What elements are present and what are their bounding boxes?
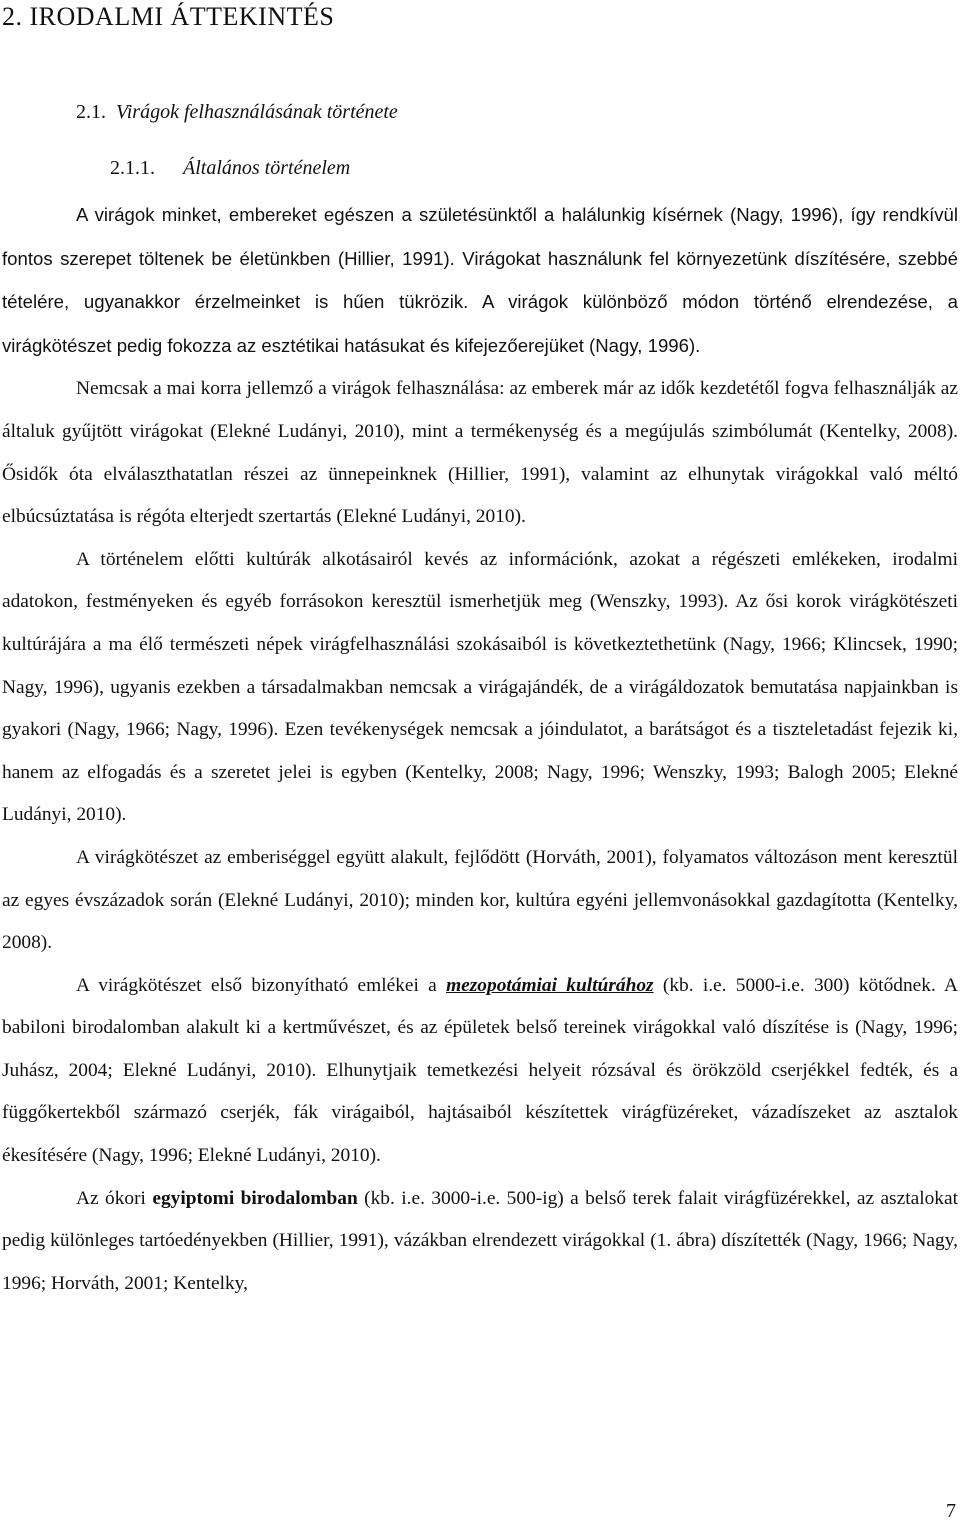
paragraph-5 <box>2 965 958 1178</box>
subsection-number: 2.1.1. <box>110 157 155 179</box>
section-title: Virágok felhasználásának története <box>116 101 398 123</box>
paragraph-1 <box>2 194 958 368</box>
mezopotamia-emphasis: mezopotámiai kultúrához <box>446 974 654 996</box>
paragraph-1-sentence-2: A virágok különböző módon történő elrendezése, a virágkötészet pedig fokozza az esztétikai hatásukat és kifejezőerejüket (Nagy, 1996). <box>2 291 958 356</box>
chapter-heading: 2. IRODALMI ÁTTEKINTÉS <box>2 2 335 31</box>
subsection-heading <box>110 157 350 180</box>
subsection-title: Általános történelem <box>183 157 351 179</box>
paragraph-3: A történelem előtti kultúrák alkotásairól kevés az információnk, azokat a régészeti emlékeken, irodalmi adatokon, festményeken és egyéb forrásokon keresztül ismerhetjük meg (Wenszky, 1993). Az ősi korok virágkötészeti kultúrájára a ma élő természeti népek virágfelhasználási szokásaiból is következtethetünk (Nagy, 1966; Klincsek, 1990; Nagy, 1996), ugyanis ezekben a társadalmakban nemcsak a virágajándék, de a virágáldozatok bemutatása napjainkban is gyakori (Nagy, 1966; Nagy, 1996). Ezen tevékenységek nemcsak a jóindulatot, a barátságot és a tiszteletadást fejezik ki, hanem az elfogadás és a szeretet jelei is egyben (Kentelky, 2008; Nagy, 1996; Wenszky, 1993; Balogh 2005; Elekné Ludányi, 2010). <box>2 548 958 826</box>
section-number: 2.1. <box>76 101 106 123</box>
paragraph-6-lead: Az ókori <box>76 1187 153 1209</box>
section-heading <box>76 101 398 124</box>
egyiptom-emphasis: egyiptomi birodalomban <box>152 1187 358 1209</box>
paragraph-1-sentence-1: A virágok minket, embereket egészen a születésünktől a halálunkig kísérnek (Nagy, 1996), így rendkívül fontos szerepet töltenek be életünkben (Hillier, 1991). Virágokat használunk fel környezetünk díszítésére, szebbé tételére, ugyanakkor érzelmeinket is hűen tükrözik. <box>2 204 958 313</box>
page-number: 7 <box>946 1500 956 1522</box>
paragraph-4: A virágkötészet az emberiséggel együtt alakult, fejlődött (Horváth, 2001), folyamatos változáson ment keresztül az egyes évszázadok során (Elekné Ludányi, 2010); minden kor, kultúra egyéni jellemvonásokkal gazdagította (Kentelky, 2008). <box>2 846 958 954</box>
paragraph-5-rest: (kb. i.e. 5000-i.e. 300) kötődnek. A babiloni birodalomban alakult ki a kertművészet, és az épületek belső tereinek virágokkal való díszítése is (Nagy, 1996; Juhász, 2004; Elekné Ludányi, 2010). Elhunytjaik temetkezési helyeit rózsával és örökzöld cserjékkel fedték, és a függőkertekből származó cserjék, fák virágaiból, hajtásaiból készítettek virágfüzéreket, vázadíszeket az asztalok ékesítésére (Nagy, 1996; Elekné Ludányi, 2010). <box>2 974 958 1167</box>
paragraph-6-rest: (kb. i.e. 3000-i.e. 500-ig) a belső terek falait virágfüzérekkel, az asztalokat pedig különleges tartóedényekben (Hillier, 1991), vázákban elrendezett virágokkal (1. ábra) díszítették (Nagy, 1966; Nagy, 1996; Horváth, 2001; Kentelky, <box>2 1187 958 1294</box>
body-text <box>2 194 958 1305</box>
paragraph-6 <box>2 1178 958 1306</box>
paragraph-5-lead: A virágkötészet első bizonyítható emlékei a <box>76 974 447 996</box>
paragraph-2: Nemcsak a mai korra jellemző a virágok felhasználása: az emberek már az idők kezdetétől fogva felhasználják az általuk gyűjtött virágokat (Elekné Ludányi, 2010), mint a termékenység és a megújulás szimbólumát (Kentelky, 2008). Ősidők óta elválaszthatatlan részei az ünnepeinknek (Hillier, 1991), valamint az elhunytak virágokkal való méltó elbúcsúztatása is régóta elterjedt szertartás (Elekné Ludányi, 2010). <box>2 378 958 528</box>
